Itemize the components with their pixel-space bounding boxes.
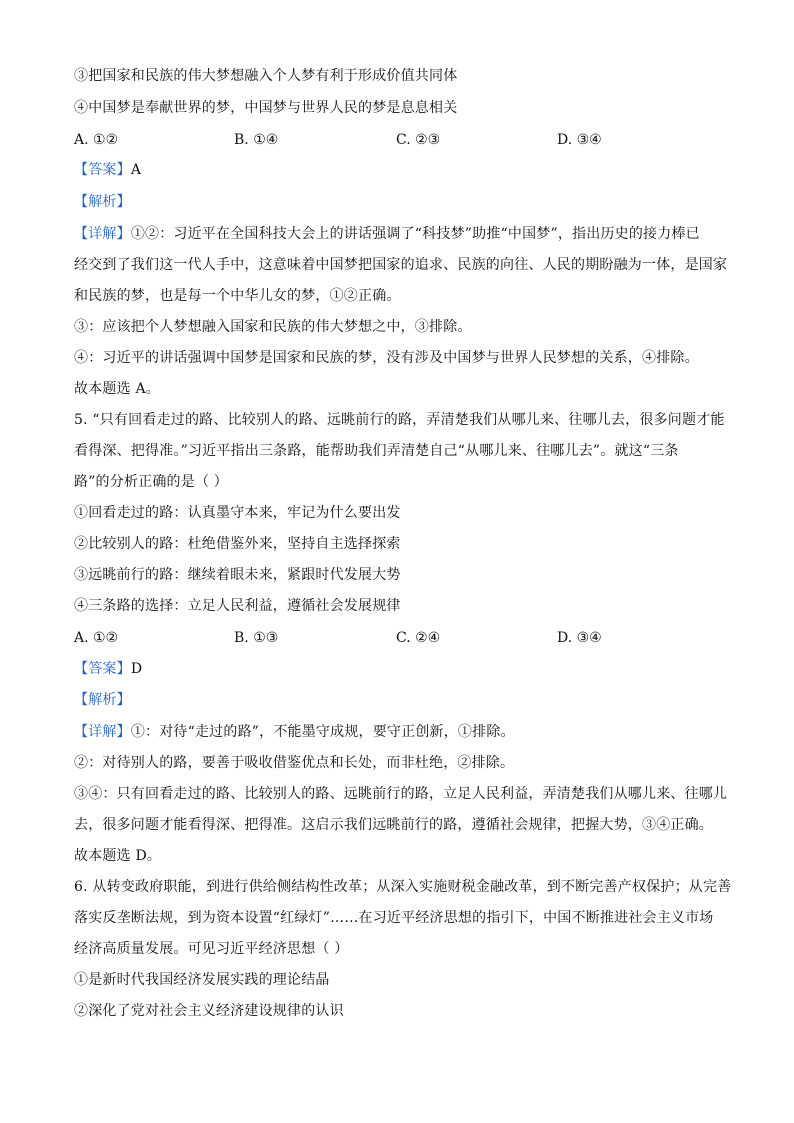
- q5-detail-line-5: 故本题选 D。: [74, 848, 162, 864]
- q5-option-d: D. ③④: [557, 630, 602, 646]
- q4-detail-line-3: 和民族的梦，也是每一个中华儿女的梦，①②正确。: [74, 288, 401, 304]
- q5-detail-tag: 【详解】: [74, 724, 131, 740]
- q4-analysis-label: 【解析】: [74, 194, 131, 210]
- q6-stem-line-3: 经济高质量发展。可见习近平经济思想（ ）: [74, 941, 349, 957]
- q5-option-c: C. ②④: [396, 630, 441, 646]
- q5-detail-line-4: 去，很多问题才能看得深、把得准。这启示我们远眺前行的路，遵循社会规律，把握大势，③④正确。: [74, 817, 713, 833]
- q4-analysis-tag: [74, 192, 131, 212]
- q5-option-b: B. ①③: [234, 630, 279, 646]
- q4-detail-line-5: ④：习近平的讲话强调中国梦是国家和民族的梦，没有涉及中国梦与世界人民梦想的关系，④排除。: [74, 350, 699, 366]
- q4-item-3: ③把国家和民族的伟大梦想融入个人梦有利于形成价值共同体: [74, 68, 458, 84]
- q4-detail-text-1: ①②：习近平在全国科技大会上的讲话强调了“科技梦”助推“中国梦”，指出历史的接力棒已: [130, 226, 700, 242]
- q6-item-2: ②深化了党对社会主义经济建设规律的认识: [74, 1003, 344, 1019]
- q5-option-a: A. ①②: [74, 630, 119, 646]
- q5-stem-line-1: 5. “只有回看走过的路、比较别人的路、远眺前行的路，弄清楚我们从哪儿来、往哪儿去，很多问题才能: [74, 412, 725, 428]
- q4-detail-line-4: ③：应该把个人梦想融入国家和民族的伟大梦想之中，③排除。: [74, 319, 472, 335]
- q4-option-a: A. ①②: [74, 132, 119, 148]
- q5-item-3: ③远眺前行的路：继续着眼未来，紧跟时代发展大势: [74, 567, 401, 583]
- q4-answer-line: [74, 160, 141, 180]
- q4-answer-tag: 【答案】: [74, 162, 131, 178]
- q4-detail-line-6: 故本题选 A。: [74, 381, 160, 397]
- q4-option-d: D. ③④: [557, 132, 602, 148]
- q5-answer-value: D: [130, 661, 143, 677]
- q5-detail-line-2: ②：对待别人的路，要善于吸收借鉴优点和长处，而非杜绝，②排除。: [74, 755, 515, 771]
- q5-answer-tag: 【答案】: [74, 661, 131, 677]
- q4-detail-line-1: [74, 224, 700, 244]
- q4-option-c: C. ②③: [396, 132, 441, 148]
- q4-detail-tag: 【详解】: [74, 226, 131, 242]
- q5-analysis-label: 【解析】: [74, 692, 131, 708]
- q4-detail-line-2: 经交到了我们这一代人手中，这意味着中国梦把国家的追求、民族的向往、人民的期盼融为一体，是国家: [74, 257, 728, 273]
- q5-stem-line-3: 路”的分析正确的是（ ）: [74, 474, 229, 490]
- q4-item-4: ④中国梦是奉献世界的梦，中国梦与世界人民的梦是息息相关: [74, 100, 458, 116]
- q5-analysis-tag: [74, 690, 131, 710]
- q6-stem-line-2: 落实反垄断法规，到为资本设置“红绿灯”……在习近平经济思想的指引下，中国不断推进社会主义市场: [74, 910, 714, 926]
- q4-option-b: B. ①④: [234, 132, 279, 148]
- q5-answer-line: [74, 659, 142, 679]
- q6-stem-line-1: 6. 从转变政府职能，到进行供给侧结构性改革；从深入实施财税金融改革，到不断完善产权保护；从完善: [74, 879, 732, 895]
- q4-answer-value: A: [130, 162, 142, 178]
- q5-item-1: ①回看走过的路：认真墨守本来，牢记为什么要出发: [74, 505, 401, 521]
- q5-item-2: ②比较别人的路：杜绝借鉴外来，坚持自主选择探索: [74, 536, 401, 552]
- q5-item-4: ④三条路的选择：立足人民利益，遵循社会发展规律: [74, 598, 401, 614]
- q5-detail-line-3: ③④：只有回看走过的路、比较别人的路、远眺前行的路，立足人民利益，弄清楚我们从哪儿来、往哪儿: [74, 786, 728, 802]
- q5-stem-line-2: 看得深、把得准。”习近平指出三条路，能帮助我们弄清楚自己“从哪儿来、往哪儿去”。就这“三条: [74, 443, 679, 459]
- q5-detail-line-1: [74, 722, 515, 742]
- q5-detail-text-1: ①：对待“走过的路”，不能墨守成规，要守正创新，①排除。: [130, 724, 515, 740]
- q6-item-1: ①是新时代我国经济发展实践的理论结晶: [74, 972, 330, 988]
